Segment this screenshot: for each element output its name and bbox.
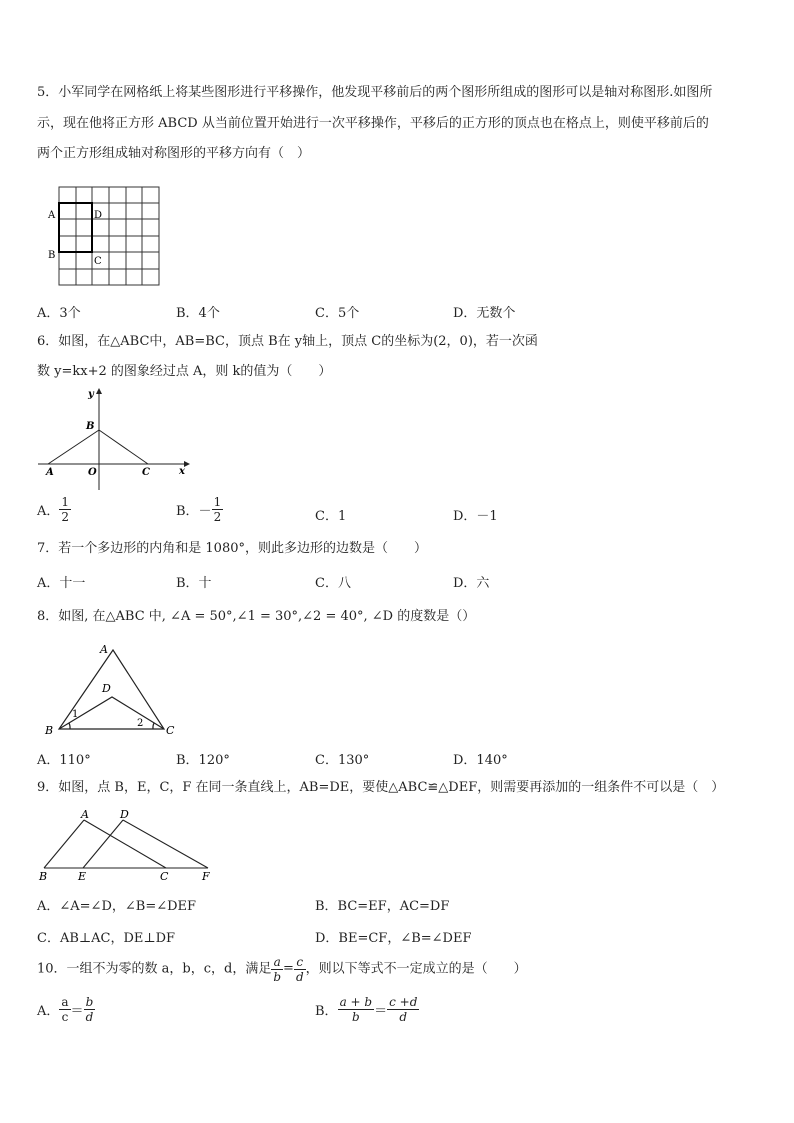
q10-option-a-d1: c <box>61 1010 69 1024</box>
q7-option-d: D．六 <box>453 576 490 591</box>
q8-label-angle2: 2 <box>137 718 144 729</box>
q10-option-a-n2: b <box>85 995 94 1009</box>
q9-label-b: B <box>39 870 48 883</box>
q5-option-b: B．4个 <box>176 306 220 321</box>
q6-option-b-den: 2 <box>213 510 222 524</box>
q10-option-a: A． $\frac{a}{c}$ ＝ $\frac{b}{d}$ <box>37 995 94 1024</box>
q8-label-a: A <box>100 643 108 656</box>
q10-frac1-den: b <box>273 969 282 984</box>
q5-stem-line2: 示，现在他将正方形 ABCD 从当前位置开始进行一次平移操作，平移后的正方形的顶点也在格点上，则使平移前后的 <box>37 116 709 131</box>
q10-stem <box>37 952 527 987</box>
q6-option-a <box>37 495 71 524</box>
q6-label-y: y <box>88 389 94 400</box>
q6-stem-line1: 6．如图，在△ABC中，AB=BC，顶点 B在 y轴上，顶点 C的坐标为(2，0)，若一次函 <box>37 334 538 349</box>
q5-stem-line3: 两个正方形组成轴对称图形的平移方向有（ ） <box>37 146 311 161</box>
q8-option-b: B．120° <box>176 753 230 768</box>
q6-label-c: C <box>142 467 150 478</box>
q7-option-a: A．十一 <box>37 576 86 591</box>
q9-option-a: A．∠A=∠D，∠B=∠DEF <box>37 899 197 914</box>
q6-label-o: O <box>88 467 97 478</box>
q10-option-b-n2: c +d <box>389 995 418 1009</box>
q10-frac2-den: d <box>295 969 304 984</box>
q7-stem: 7．若一个多边形的内角和是 1080°，则此多边形的边数是（ ） <box>37 541 427 556</box>
q8-stem: 8．如图, 在△ABC 中, ∠A = 50°,∠1 = 30°,∠2 = 40°, ∠D 的度数是（） <box>37 609 476 624</box>
q10-option-b-d1: b <box>351 1010 360 1024</box>
q5-option-c: C．5个 <box>315 306 360 321</box>
q6-option-a-num: 1 <box>61 495 70 509</box>
q10-stem-post: ，则以下等式不一定成立的是（ ） <box>305 961 527 977</box>
q10-option-b: B． $\frac{a + b}{b}$ ＝ $\frac{c +d}{d}$ <box>315 995 418 1024</box>
q6-option-b <box>176 495 223 524</box>
q6-option-a-den: 2 <box>61 510 70 524</box>
q9-option-d: D．BE=CF，∠B=∠DEF <box>315 931 472 946</box>
q7-option-c: C．八 <box>315 576 351 591</box>
q10-stem-pre: 10．一组不为零的数 a，b，c，d，满足 <box>37 961 272 977</box>
q6-option-a-prefix: A． <box>37 504 60 519</box>
q5-stem-line1: 5．小军同学在网格纸上将某些图形进行平移操作，他发现平移前后的两个图形所组成的图形可以是轴对称图形.如图所 <box>37 85 713 100</box>
q5-grid-figure <box>40 185 170 290</box>
q6-option-b-prefix: B．－ <box>176 504 212 519</box>
q10-frac1-num: a <box>271 955 283 970</box>
q6-label-a: A <box>46 467 54 478</box>
q8-label-c: C <box>166 724 175 737</box>
q10-option-a-n1: a <box>61 995 69 1009</box>
q9-option-b: B．BC=EF，AC=DF <box>315 899 450 914</box>
q5-option-a: A．3个 <box>37 306 81 321</box>
q8-label-angle1: 1 <box>72 709 79 720</box>
q6-label-x: x <box>179 466 185 477</box>
q6-option-d: D．－1 <box>453 509 498 524</box>
q9-triangles-figure <box>36 806 216 884</box>
q9-label-c: C <box>160 870 169 883</box>
q8-triangle-figure <box>42 640 182 740</box>
q7-option-b: B．十 <box>176 576 212 591</box>
q8-label-b: B <box>45 724 54 737</box>
q8-label-d: D <box>102 682 111 695</box>
q9-option-c: C．AB⊥AC，DE⊥DF <box>37 931 176 946</box>
q6-coordinate-figure <box>38 388 193 493</box>
q5-label-d: D <box>94 210 103 221</box>
q10-option-b-n1: a + b <box>339 995 373 1009</box>
q6-stem-line2: 数 y=kx+2 的图象经过点 A，则 k的值为（ ） <box>37 364 332 379</box>
q6-option-c: C．1 <box>315 509 347 524</box>
q9-stem: 9．如图，点 B，E，C，F 在同一条直线上，AB=DE，要使△ABC≌△DEF，则需要再添加的一组条件不可以是（ ） <box>37 780 725 795</box>
q9-label-f: F <box>202 870 210 883</box>
q10-equals: = <box>283 961 294 976</box>
q10-frac2-num: c <box>294 955 306 970</box>
q8-option-c: C．130° <box>315 753 370 768</box>
q10-option-a-prefix: A． <box>37 1004 60 1019</box>
q6-label-b: B <box>86 421 95 432</box>
q10-option-a-d2: d <box>85 1010 94 1024</box>
q9-label-e: E <box>78 870 87 883</box>
q5-label-c: C <box>94 256 102 267</box>
q10-option-b-d2: d <box>399 1010 408 1024</box>
q8-option-a: A．110° <box>37 753 91 768</box>
q5-label-b: B <box>48 250 56 261</box>
q9-label-a: A <box>81 808 89 821</box>
q6-option-b-num: 1 <box>213 495 222 509</box>
q5-label-a: A <box>48 210 56 221</box>
q10-option-b-prefix: B． <box>315 1004 338 1019</box>
q5-option-d: D．无数个 <box>453 306 516 321</box>
q8-option-d: D．140° <box>453 753 508 768</box>
q9-label-d: D <box>120 808 129 821</box>
